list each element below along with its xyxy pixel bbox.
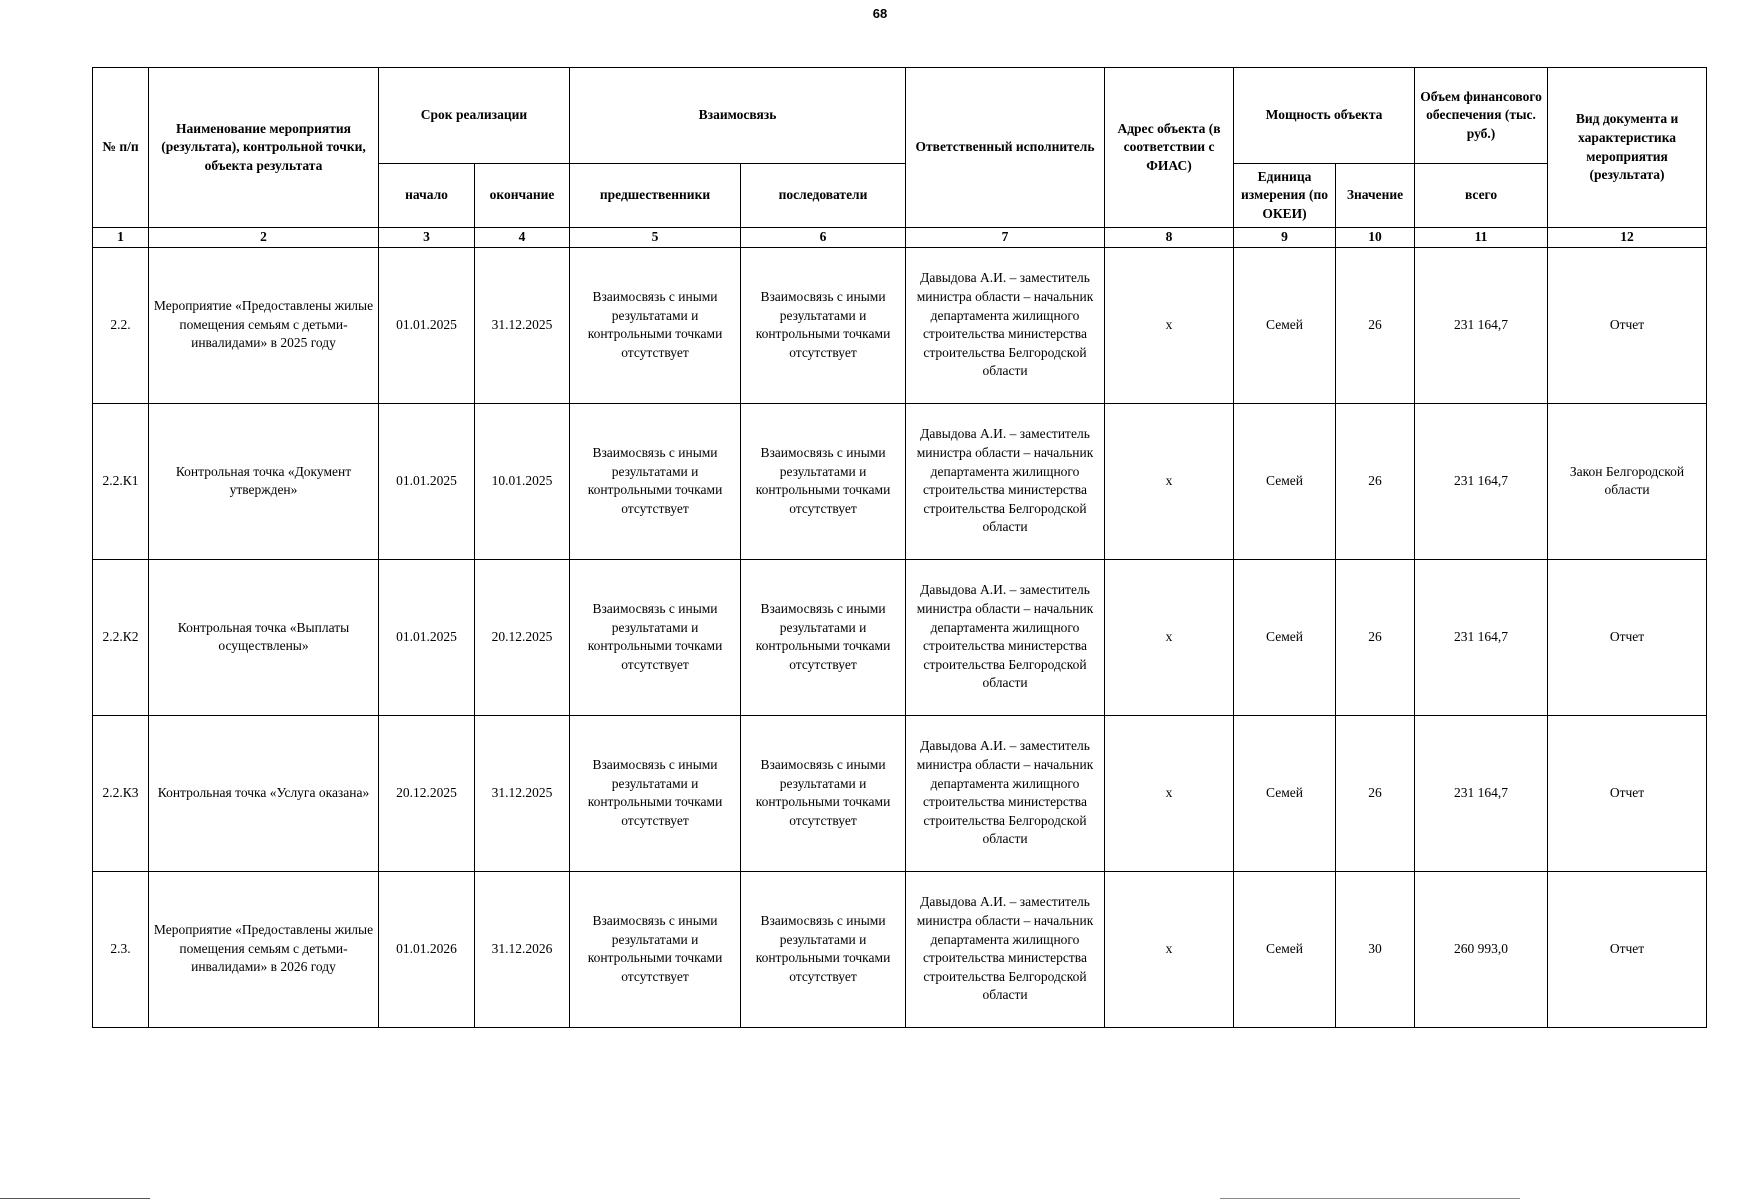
header-successors: последователи <box>741 164 906 228</box>
row-value: 30 <box>1336 871 1415 1027</box>
row-start: 01.01.2025 <box>379 559 475 715</box>
row-name: Контрольная точка «Услуга оказана» <box>149 715 379 871</box>
column-number: 9 <box>1234 228 1336 248</box>
column-number: 7 <box>906 228 1105 248</box>
row-number: 2.2.К2 <box>93 559 149 715</box>
row-predecessors: Взаимосвязь с иными результатами и контрольными точками отсутствует <box>570 559 741 715</box>
row-start: 20.12.2025 <box>379 715 475 871</box>
header-financing: Объем финансового обеспечения (тыс. руб.) <box>1415 68 1548 164</box>
row-address: х <box>1105 403 1234 559</box>
row-end: 10.01.2025 <box>475 403 570 559</box>
row-value: 26 <box>1336 247 1415 403</box>
column-number: 2 <box>149 228 379 248</box>
row-start: 01.01.2025 <box>379 403 475 559</box>
header-unit: Единица измерения (по ОКЕИ) <box>1234 164 1336 228</box>
row-predecessors: Взаимосвязь с иными результатами и контрольными точками отсутствует <box>570 247 741 403</box>
table-row <box>93 559 1707 715</box>
table-row <box>93 247 1707 403</box>
row-end: 31.12.2026 <box>475 871 570 1027</box>
row-predecessors: Взаимосвязь с иными результатами и контрольными точками отсутствует <box>570 871 741 1027</box>
row-number: 2.3. <box>93 871 149 1027</box>
row-successors: Взаимосвязь с иными результатами и контрольными точками отсутствует <box>741 559 906 715</box>
measures-table <box>92 67 1707 1028</box>
row-total: 231 164,7 <box>1415 403 1548 559</box>
row-document: Отчет <box>1548 247 1707 403</box>
row-unit: Семей <box>1234 247 1336 403</box>
table-row <box>93 871 1707 1027</box>
row-start: 01.01.2025 <box>379 247 475 403</box>
row-end: 20.12.2025 <box>475 559 570 715</box>
header-responsible: Ответственный исполнитель <box>906 68 1105 228</box>
header-start: начало <box>379 164 475 228</box>
row-successors: Взаимосвязь с иными результатами и контрольными точками отсутствует <box>741 247 906 403</box>
header-total: всего <box>1415 164 1548 228</box>
column-number: 8 <box>1105 228 1234 248</box>
row-number: 2.2. <box>93 247 149 403</box>
column-number: 4 <box>475 228 570 248</box>
scan-artifact-line <box>0 1198 150 1199</box>
row-successors: Взаимосвязь с иными результатами и контрольными точками отсутствует <box>741 403 906 559</box>
scan-artifact-line <box>1220 1198 1520 1199</box>
column-number: 10 <box>1336 228 1415 248</box>
row-responsible: Давыдова А.И. – заместитель министра области – начальник департамента жилищного строительства министерства строительства Белгородской области <box>906 247 1105 403</box>
row-document: Отчет <box>1548 715 1707 871</box>
row-successors: Взаимосвязь с иными результатами и контрольными точками отсутствует <box>741 715 906 871</box>
row-name: Мероприятие «Предоставлены жилые помещения семьям с детьми-инвалидами» в 2026 году <box>149 871 379 1027</box>
row-predecessors: Взаимосвязь с иными результатами и контрольными точками отсутствует <box>570 715 741 871</box>
row-address: х <box>1105 871 1234 1027</box>
column-number: 11 <box>1415 228 1548 248</box>
column-number: 3 <box>379 228 475 248</box>
row-value: 26 <box>1336 715 1415 871</box>
row-responsible: Давыдова А.И. – заместитель министра области – начальник департамента жилищного строительства министерства строительства Белгородской области <box>906 559 1105 715</box>
header-address: Адрес объекта (в соответствии с ФИАС) <box>1105 68 1234 228</box>
row-total: 260 993,0 <box>1415 871 1548 1027</box>
header-end: окончание <box>475 164 570 228</box>
row-total: 231 164,7 <box>1415 247 1548 403</box>
row-unit: Семей <box>1234 403 1336 559</box>
page-number: 68 <box>872 6 888 21</box>
column-numbers-row <box>93 228 1707 248</box>
row-address: х <box>1105 715 1234 871</box>
column-number: 1 <box>93 228 149 248</box>
header-term: Срок реализации <box>379 68 570 164</box>
column-number: 6 <box>741 228 906 248</box>
header-power: Мощность объекта <box>1234 68 1415 164</box>
row-address: х <box>1105 559 1234 715</box>
table-row <box>93 715 1707 871</box>
row-document: Закон Белгородской области <box>1548 403 1707 559</box>
row-start: 01.01.2026 <box>379 871 475 1027</box>
column-number: 12 <box>1548 228 1707 248</box>
row-responsible: Давыдова А.И. – заместитель министра области – начальник департамента жилищного строительства министерства строительства Белгородской области <box>906 403 1105 559</box>
row-unit: Семей <box>1234 715 1336 871</box>
row-value: 26 <box>1336 559 1415 715</box>
row-document: Отчет <box>1548 559 1707 715</box>
row-address: х <box>1105 247 1234 403</box>
row-total: 231 164,7 <box>1415 715 1548 871</box>
row-responsible: Давыдова А.И. – заместитель министра области – начальник департамента жилищного строительства министерства строительства Белгородской области <box>906 715 1105 871</box>
row-end: 31.12.2025 <box>475 247 570 403</box>
row-total: 231 164,7 <box>1415 559 1548 715</box>
row-name: Мероприятие «Предоставлены жилые помещения семьям с детьми-инвалидами» в 2025 году <box>149 247 379 403</box>
row-number: 2.2.К1 <box>93 403 149 559</box>
header-document: Вид документа и характеристика мероприятия (результата) <box>1548 68 1707 228</box>
header-link: Взаимосвязь <box>570 68 906 164</box>
row-name: Контрольная точка «Документ утвержден» <box>149 403 379 559</box>
row-unit: Семей <box>1234 871 1336 1027</box>
row-responsible: Давыдова А.И. – заместитель министра области – начальник департамента жилищного строительства министерства строительства Белгородской области <box>906 871 1105 1027</box>
header-predecessors: предшественники <box>570 164 741 228</box>
row-number: 2.2.К3 <box>93 715 149 871</box>
row-value: 26 <box>1336 403 1415 559</box>
row-unit: Семей <box>1234 559 1336 715</box>
column-number: 5 <box>570 228 741 248</box>
row-predecessors: Взаимосвязь с иными результатами и контрольными точками отсутствует <box>570 403 741 559</box>
row-name: Контрольная точка «Выплаты осуществлены» <box>149 559 379 715</box>
row-successors: Взаимосвязь с иными результатами и контрольными точками отсутствует <box>741 871 906 1027</box>
header-num: № п/п <box>93 68 149 228</box>
row-document: Отчет <box>1548 871 1707 1027</box>
header-name: Наименование мероприятия (результата), контрольной точки, объекта результата <box>149 68 379 228</box>
header-value: Значение <box>1336 164 1415 228</box>
row-end: 31.12.2025 <box>475 715 570 871</box>
table-row <box>93 403 1707 559</box>
